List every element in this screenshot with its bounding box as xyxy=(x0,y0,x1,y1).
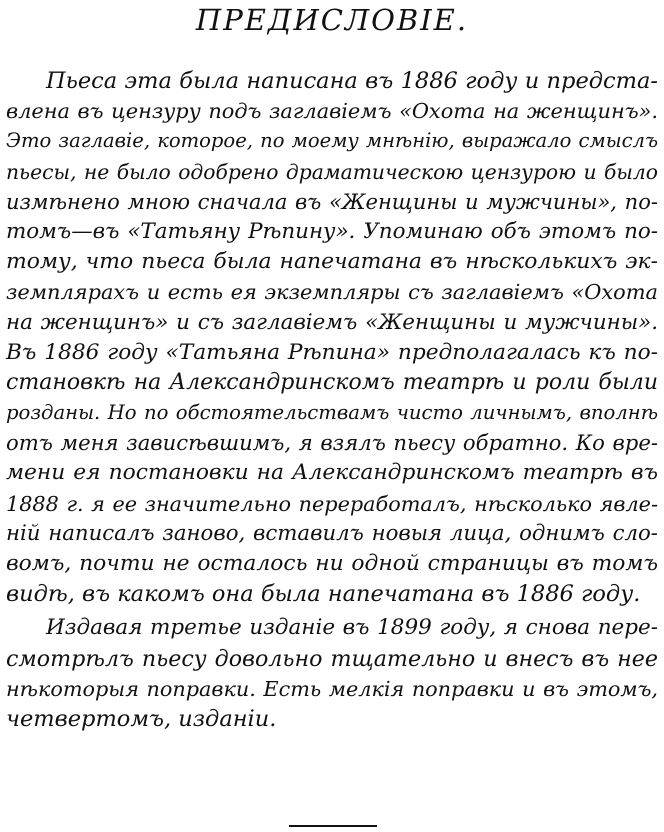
text-line: томъ—въ «Татьяну Рѣпину». Упоминаю объ этомъ по- xyxy=(6,218,658,244)
page-title: ПРЕДИСЛОВІЕ. xyxy=(195,3,469,37)
text-line: нѣкоторыя поправки. Есть мелкія поправки и въ этомъ, xyxy=(6,676,658,701)
text-line: видѣ, въ какомъ она была напечатана въ 1886 году. xyxy=(6,581,641,608)
text-line: вомъ, почти не осталось ни одной страницы въ томъ xyxy=(6,551,658,576)
text-line: Въ 1886 году «Татьяна Рѣпина» предполагалась къ по- xyxy=(6,339,658,365)
text-line: становкѣ на Александринскомъ театрѣ и роли были xyxy=(6,369,658,395)
text-line: отъ меня зависѣвшимъ, я взялъ пьесу обратно. Ко вре- xyxy=(6,430,658,456)
preface-text xyxy=(6,66,658,734)
text-line: пьесы, не было одобрено драматическою цензурою и было xyxy=(6,159,658,184)
text-line: мени ея постановки на Александринскомъ театрѣ въ xyxy=(6,460,658,486)
text-line: Пьеса эта была написана въ 1886 году и предста- xyxy=(46,68,658,94)
text-line: Издавая третье изданіе въ 1899 году, я снова пере- xyxy=(46,615,658,641)
text-line: смотрѣлъ пьесу довольно тщательно и внесъ въ нее xyxy=(6,645,658,672)
text-line: Это заглавіе, которое, по моему мнѣнію, выражало смыслъ xyxy=(6,129,658,153)
text-line: ній написалъ заново, вставилъ новыя лица, однимъ сло- xyxy=(6,520,658,546)
paragraph-2 xyxy=(6,613,658,734)
text-line: тому, что пьеса была напечатана въ нѣсколькихъ эк- xyxy=(6,249,658,275)
closing-rule xyxy=(289,825,377,827)
text-line: на женщинъ» и съ заглавіемъ «Женщины и мужчины». xyxy=(6,309,658,335)
text-line: 1888 г. я ее значительно переработалъ, нѣсколько явле- xyxy=(6,491,658,516)
text-line: четвертомъ, изданіи. xyxy=(6,705,277,732)
text-line: влена въ цензуру подъ заглавіемъ «Охота на женщинъ». xyxy=(6,99,658,124)
text-line: измѣнено мною сначала въ «Женщины и мужчины», по- xyxy=(6,188,658,214)
text-line: земплярахъ и есть ея экземпляры съ заглавіемъ «Охота xyxy=(6,280,658,305)
text-line: розданы. Но по обстоятельствамъ чисто личнымъ, вполнѣ xyxy=(6,401,658,425)
paragraph-1 xyxy=(6,66,658,609)
